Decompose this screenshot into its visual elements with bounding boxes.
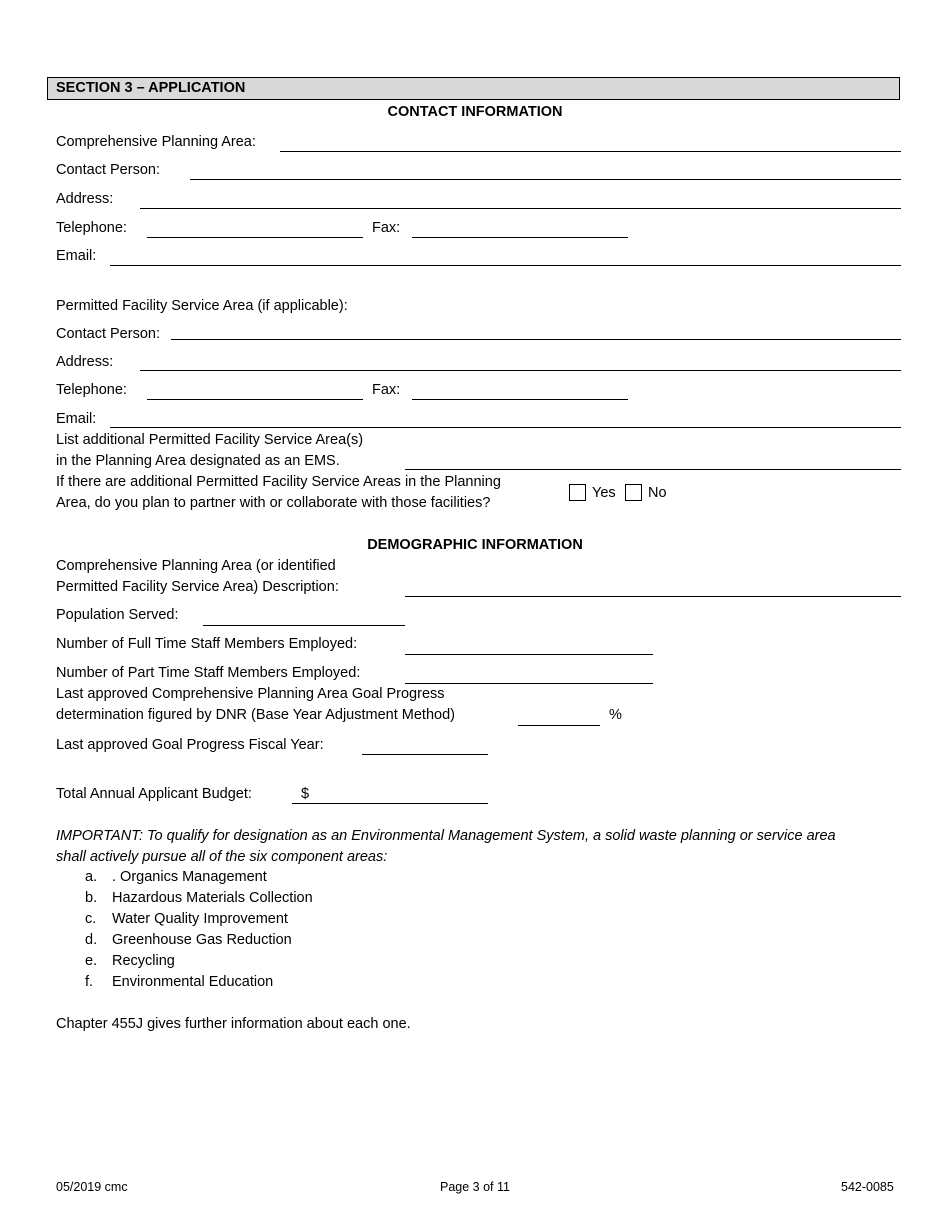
- important-line2: shall actively pursue all of the six component areas:: [56, 849, 388, 865]
- facility-email-label: Email:: [56, 411, 97, 427]
- address-field[interactable]: [140, 208, 901, 209]
- footer-page-number: Page 3 of 11: [440, 1180, 510, 1194]
- list-text: Recycling: [112, 953, 175, 969]
- facility-title: Permitted Facility Service Area (if applicable):: [56, 298, 348, 314]
- section-header: [47, 77, 900, 100]
- list-marker: a.: [85, 869, 98, 885]
- facility-address-label: Address:: [56, 354, 114, 370]
- demographic-heading: DEMOGRAPHIC INFORMATION: [367, 537, 583, 553]
- telephone-field[interactable]: [147, 237, 363, 238]
- goal-progress-label-line1: Last approved Comprehensive Planning Area Goal Progress: [56, 686, 445, 702]
- list-marker: d.: [85, 932, 98, 948]
- partner-question-line1: If there are additional Permitted Facility Service Areas in the Planning: [56, 474, 501, 490]
- no-checkbox[interactable]: [625, 484, 642, 501]
- list-item: [85, 932, 292, 948]
- yes-checkbox[interactable]: [569, 484, 586, 501]
- description-label-line1: Comprehensive Planning Area (or identified: [56, 558, 336, 574]
- list-marker: e.: [85, 953, 98, 969]
- address-label: Address:: [56, 191, 114, 207]
- contact-person-label: Contact Person:: [56, 162, 160, 178]
- partner-question-line2: Area, do you plan to partner with or collaborate with those facilities?: [56, 495, 491, 511]
- list-text: Environmental Education: [112, 974, 274, 990]
- list-item: [85, 974, 273, 990]
- population-field[interactable]: [203, 625, 405, 626]
- additional-areas-field[interactable]: [405, 469, 901, 470]
- list-item: [85, 911, 288, 927]
- contact-heading: CONTACT INFORMATION: [387, 104, 563, 120]
- important-line1: IMPORTANT: To qualify for designation as an Environmental Management System, a solid waste planning or service area: [56, 828, 836, 844]
- dollar-sign: $: [301, 786, 310, 802]
- no-label: No: [648, 485, 667, 501]
- list-item: [85, 953, 175, 969]
- fax-field[interactable]: [412, 237, 628, 238]
- fax-label: Fax:: [372, 220, 401, 236]
- chapter-note: Chapter 455J gives further information about each one.: [56, 1016, 411, 1032]
- list-text: . Organics Management: [112, 869, 267, 885]
- list-marker: f.: [85, 974, 94, 990]
- goal-progress-label-line2: determination figured by DNR (Base Year Adjustment Method): [56, 707, 455, 723]
- population-label: Population Served:: [56, 607, 179, 623]
- description-field[interactable]: [405, 596, 901, 597]
- list-marker: b.: [85, 890, 98, 906]
- footer-form-number: 542-0085: [841, 1180, 894, 1194]
- full-time-label: Number of Full Time Staff Members Employed:: [56, 636, 358, 652]
- facility-telephone-label: Telephone:: [56, 382, 127, 398]
- list-marker: c.: [85, 911, 97, 927]
- yes-label: Yes: [592, 485, 616, 501]
- budget-label: Total Annual Applicant Budget:: [56, 786, 252, 802]
- facility-address-field[interactable]: [140, 370, 901, 371]
- contact-person-field[interactable]: [190, 179, 901, 180]
- list-item: [85, 869, 267, 885]
- facility-telephone-field[interactable]: [147, 399, 363, 400]
- email-field[interactable]: [110, 265, 901, 266]
- telephone-label: Telephone:: [56, 220, 127, 236]
- additional-areas-label-line1: List additional Permitted Facility Service Area(s): [56, 432, 364, 448]
- planning-area-label: Comprehensive Planning Area:: [56, 134, 256, 150]
- budget-field[interactable]: [292, 803, 488, 804]
- planning-area-field[interactable]: [280, 151, 901, 152]
- fiscal-year-label: Last approved Goal Progress Fiscal Year:: [56, 737, 324, 753]
- email-label: Email:: [56, 248, 97, 264]
- list-text: Greenhouse Gas Reduction: [112, 932, 292, 948]
- facility-fax-field[interactable]: [412, 399, 628, 400]
- percent-sign: %: [609, 707, 622, 723]
- facility-contact-person-label: Contact Person:: [56, 326, 160, 342]
- goal-progress-field[interactable]: [518, 725, 600, 726]
- additional-areas-label-line2: in the Planning Area designated as an EMS.: [56, 453, 340, 469]
- list-text: Hazardous Materials Collection: [112, 890, 313, 906]
- full-time-field[interactable]: [405, 654, 653, 655]
- fiscal-year-field[interactable]: [362, 754, 488, 755]
- part-time-field[interactable]: [405, 683, 653, 684]
- footer-date: 05/2019 cmc: [56, 1180, 128, 1194]
- description-label-line2: Permitted Facility Service Area) Description:: [56, 579, 339, 595]
- list-item: [85, 890, 313, 906]
- list-text: Water Quality Improvement: [112, 911, 288, 927]
- facility-contact-person-field[interactable]: [171, 339, 901, 340]
- facility-fax-label: Fax:: [372, 382, 401, 398]
- facility-email-field[interactable]: [110, 427, 901, 428]
- section-title: SECTION 3 – APPLICATION: [56, 80, 246, 96]
- part-time-label: Number of Part Time Staff Members Employed:: [56, 665, 361, 681]
